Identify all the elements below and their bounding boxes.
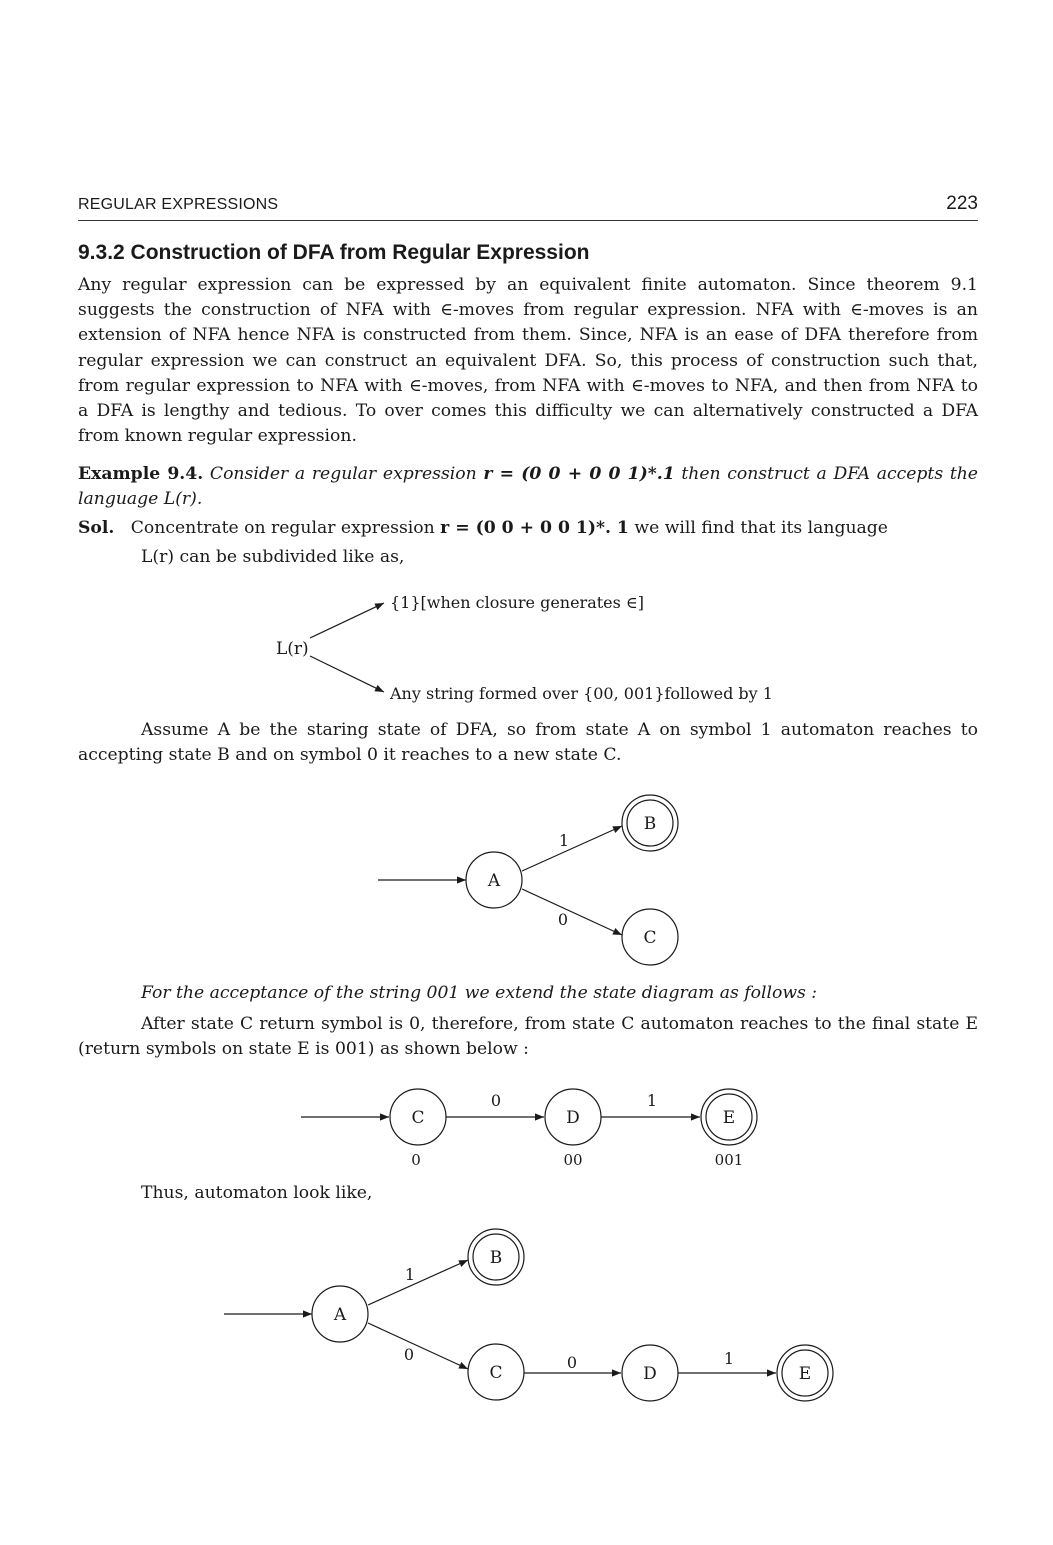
state-diagram-2 (301, 1089, 757, 1169)
d3-state-c-label: C (489, 1363, 503, 1383)
example-regex: r = (0 0 + 0 0 1)*.1 (483, 464, 675, 484)
split-diagram (276, 593, 773, 703)
example-text-b: then construct a DFA accepts the language (78, 464, 978, 510)
example-label: Example 9.4. (78, 464, 204, 484)
d3-edge-ac (368, 1323, 468, 1369)
d3-edge-ab (368, 1260, 468, 1305)
d2-state-e-label: E (722, 1108, 736, 1128)
state-diagram-1 (378, 795, 678, 965)
d1-state-b-label: B (643, 814, 657, 834)
paragraph-assume: Assume A be the staring state of DFA, so from state A on symbol 1 automaton reaches to accepting state B and on symbol 0 it reaches to a new state C. (78, 720, 978, 766)
solution-line2: L(r) can be subdivided like as, (141, 547, 405, 567)
example-lang: L(r). (163, 489, 203, 510)
split-branch-top: {1}[when closure generates ∈] (390, 593, 645, 612)
d1-state-c-label: C (643, 928, 657, 948)
paragraph-thus: Thus, automaton look like, (141, 1183, 373, 1203)
d3-state-d-label: D (643, 1364, 657, 1384)
d1-edge-ac-label: 0 (557, 910, 569, 929)
d2-state-c-label: C (411, 1108, 425, 1128)
solution-text-b: we will find that its language (628, 518, 888, 538)
d3-edge-cd-label: 0 (566, 1353, 578, 1372)
d2-edge-cd-label: 0 (490, 1091, 502, 1110)
d1-edge-ab-label: 1 (558, 831, 570, 850)
page-number: 223 (946, 193, 978, 214)
section-title: 9.3.2 Construction of DFA from Regular Expression (78, 241, 590, 264)
solution-regex: r = (0 0 + 0 0 1)*. 1 (440, 518, 629, 538)
state-diagram-3 (224, 1229, 833, 1401)
d3-edge-ab-label: 1 (404, 1265, 416, 1284)
d3-state-e-label: E (798, 1364, 812, 1384)
example-text-a: Consider a regular expression (203, 464, 484, 484)
d2-edge-de-label: 1 (646, 1091, 658, 1110)
d2-sub-d: 00 (563, 1151, 583, 1169)
split-branch-bottom: Any string formed over {00, 001}followed by 1 (390, 684, 773, 703)
split-root-label: L(r) (276, 639, 309, 659)
split-arrow-top (310, 603, 384, 638)
d3-edge-ac-label: 0 (403, 1345, 415, 1364)
d2-sub-e: 001 (714, 1151, 744, 1169)
d3-edge-de-label: 1 (723, 1349, 735, 1368)
running-head: REGULAR EXPRESSIONS (78, 196, 279, 213)
split-arrow-bottom (310, 656, 384, 692)
paragraph-after-state-c: After state C return symbol is 0, therefore, from state C automaton reaches to the final state E (return symbols on state E is 001) as shown below : (78, 1014, 978, 1060)
d3-state-a-label: A (333, 1305, 347, 1325)
d2-state-d-label: D (566, 1108, 580, 1128)
d1-edge-ab (522, 826, 622, 871)
d2-sub-c: 0 (411, 1151, 421, 1169)
solution-label: Sol. (78, 518, 115, 538)
intro-paragraph: Any regular expression can be expressed by an equivalent finite automaton. Since theorem 9.1 suggests the construction of NFA with ∈-moves from regular expression. NFA with ∈-moves is an extension of NFA hence NFA is constructed from them. Since, NFA is an ease of DFA therefore from regular expression we can construct an equivalent DFA. So, this process of construction such that, from regular expression to NFA with ∈-moves, from NFA with ∈-moves to NFA, and then from NFA to a DFA is lengthy and tedious. To over comes this difficulty we can alternatively constructed a DFA from known regular expression. (78, 275, 978, 447)
paragraph-acceptance: For the acceptance of the string 001 we extend the state diagram as follows : (141, 983, 818, 1003)
d3-state-b-label: B (489, 1248, 503, 1268)
solution-text-a: Concentrate on regular expression (130, 518, 441, 538)
d1-edge-ac (522, 889, 622, 935)
d1-state-a-label: A (487, 871, 501, 891)
